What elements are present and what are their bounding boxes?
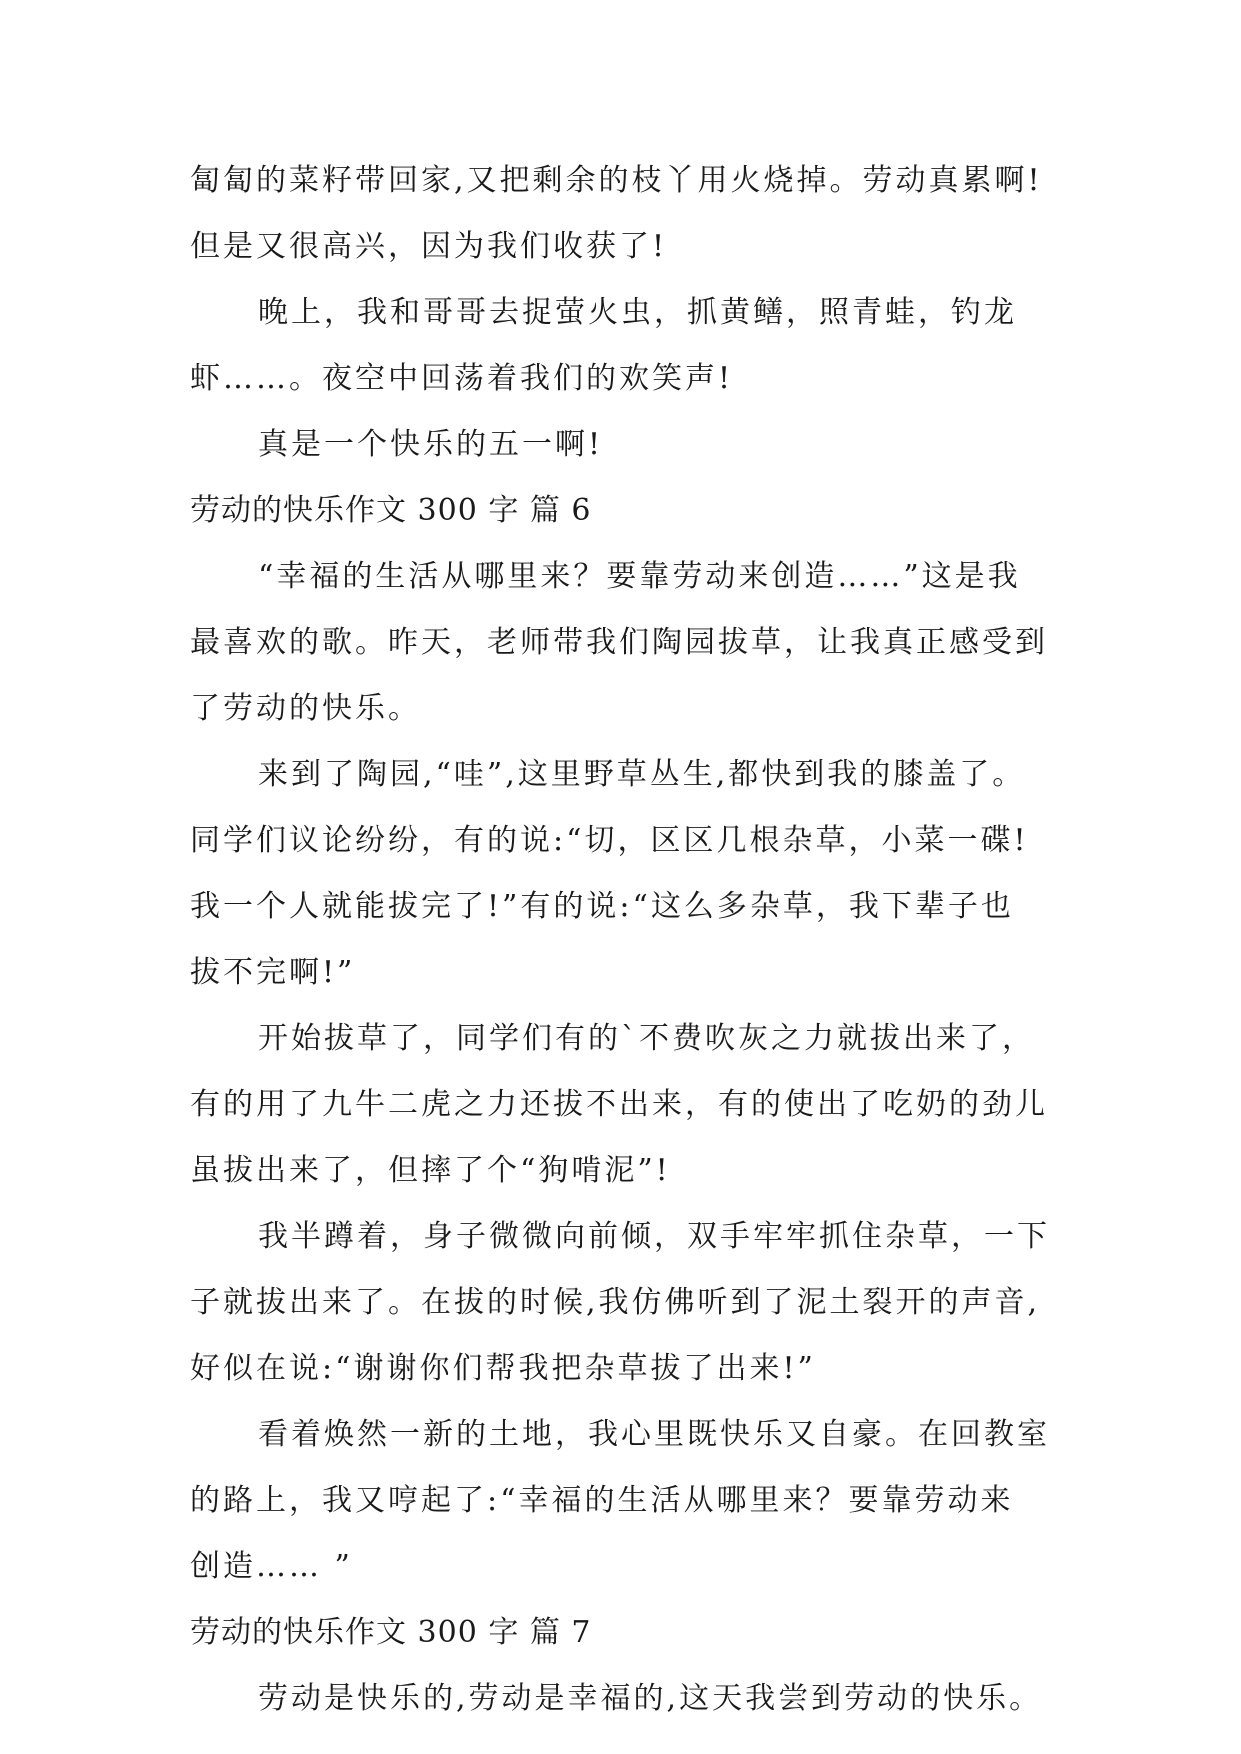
- paragraph-start: “幸福的生活从哪里来？要靠劳动来创造……”这是我: [258, 559, 1021, 594]
- paragraph-start: 我半蹲着，身子微微向前倾，双手牢牢抓住杂草，一下: [258, 1219, 1050, 1254]
- body-line: 了劳动的快乐。: [190, 691, 421, 726]
- paragraph-start: 晚上，我和哥哥去捉萤火虫，抓黄鳝，照青蛙，钓龙: [258, 295, 1017, 330]
- document-page: [190, 148, 1070, 1732]
- body-line: 我一个人就能拔完了!”有的说:“这么多杂草，我下辈子也: [190, 889, 1014, 924]
- body-line: 创造…… ”: [190, 1549, 353, 1584]
- section-heading: 劳动的快乐作文 300 字 篇 7: [190, 1615, 592, 1650]
- paragraph-start: 看着焕然一新的土地，我心里既快乐又自豪。在回教室: [258, 1417, 1050, 1452]
- body-line: 但是又很高兴，因为我们收获了!: [190, 229, 668, 264]
- paragraph-start: 真是一个快乐的五一啊!: [258, 427, 604, 462]
- body-line: 匐匐的菜籽带回家,又把剩余的枝丫用火烧掉。劳动真累啊!: [190, 163, 1043, 198]
- body-line: 有的用了九牛二虎之力还拔不出来，有的使出了吃奶的劲儿: [190, 1087, 1048, 1122]
- body-line: 子就拔出来了。在拔的时候,我仿佛听到了泥土裂开的声音,: [190, 1285, 1041, 1320]
- section-heading: 劳动的快乐作文 300 字 篇 6: [190, 493, 592, 528]
- body-line: 好似在说:“谢谢你们帮我把杂草拔了出来!”: [190, 1351, 816, 1386]
- body-line: 同学们议论纷纷，有的说:“切，区区几根杂草，小菜一碟!: [190, 823, 1029, 858]
- body-line: 虽拔出来了，但摔了个“狗啃泥”!: [190, 1153, 671, 1188]
- paragraph-start: 劳动是快乐的,劳动是幸福的,这天我尝到劳动的快乐。: [258, 1681, 1043, 1716]
- paragraph-start: 开始拔草了，同学们有的`不费吹灰之力就拔出来了，: [258, 1021, 1035, 1056]
- paragraph-start: 来到了陶园,“哇”,这里野草丛生,都快到我的膝盖了。: [258, 757, 1026, 792]
- body-line: 最喜欢的歌。昨天，老师带我们陶园拔草，让我真正感受到: [190, 625, 1048, 660]
- body-line: 的路上，我又哼起了:“幸福的生活从哪里来？要靠劳动来: [190, 1483, 1014, 1518]
- body-line: 虾……。夜空中回荡着我们的欢笑声!: [190, 361, 734, 396]
- body-line: 拔不完啊!”: [190, 955, 356, 990]
